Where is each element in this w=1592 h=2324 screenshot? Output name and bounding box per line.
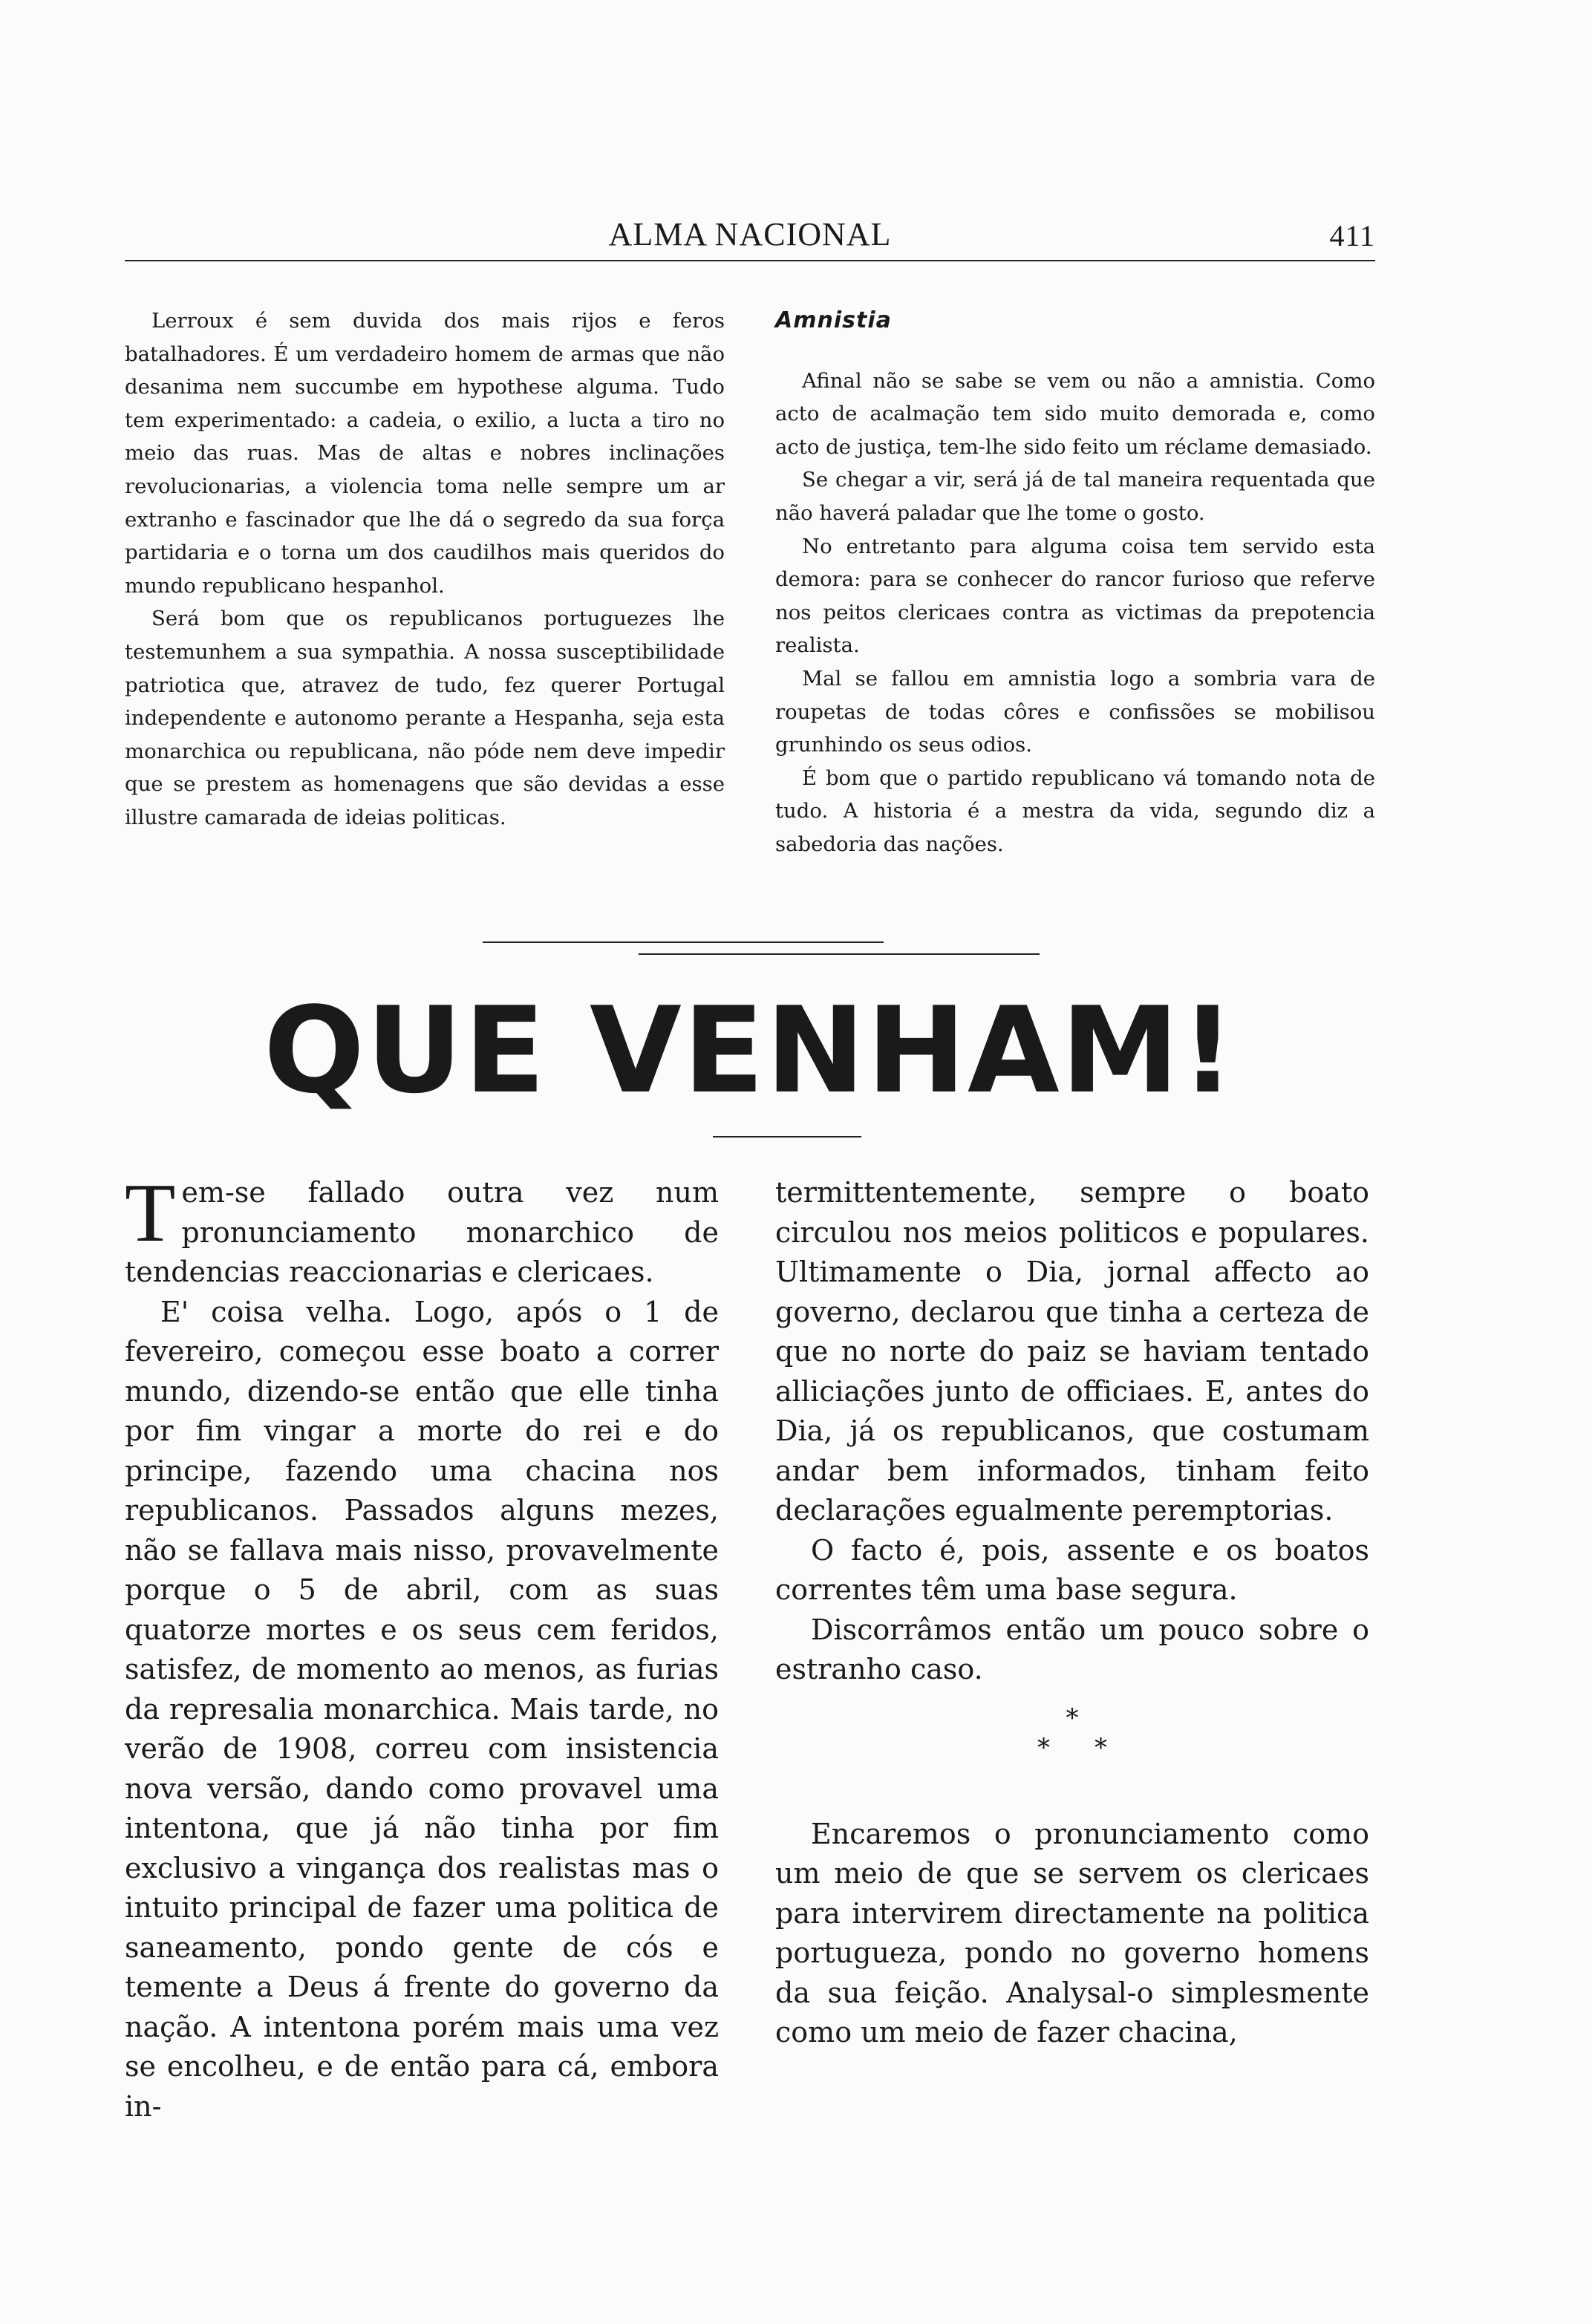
- paragraph: E' coisa velha. Logo, após o 1 de fevereiro, começou esse boato a correr mundo, dizendo-se então que elle tinha por fim vingar a morte do rei e do principe, fazendo uma chacina nos republicanos. Passados alguns mezes, não se fallava mais nisso, provavelmente porque o 5 de abril, com as suas quatorze mortes e os seus cem feridos, satisfez, de momento ao menos, as furias da represalia monarchica. Mais tarde, no verão de 1908, correu com insistencia nova versão, dando como provavel uma intentona, que já não tinha por fim exclusivo a vingança dos realistas mas o intuito principal de fazer uma politica de saneamento, pondo gente de cós e temente a Deus á frente do governo da nação. A intentona porém mais uma vez se encolheu, e de então para cá, embora in-: [125, 1295, 719, 2123]
- paragraph: Encaremos o pronunciamento como um meio de que se servem os clericaes para intervirem directamente na politica portugueza, pondo no governo homens da sua feição. Analysal-o simplesmente como um meio de fazer chacina,: [775, 1817, 1369, 2049]
- paragraph: termittentemente, sempre o boato circulou nos meios politicos e populares. Ultimamente o Dia, jornal affecto ao governo, declarou que tinha a certeza de que no norte do paiz se haviam tentado alliciações junto de officiaes. E, antes do Dia, já os republicanos, que costumam andar bem informados, tinham feito declarações egualmente peremptorias.: [775, 1176, 1369, 1527]
- article-column-left: [125, 1167, 719, 2126]
- running-title: ALMA NACIONAL: [608, 216, 892, 252]
- page-number: 411: [1329, 219, 1375, 252]
- section-heading: Amnistia: [775, 307, 892, 333]
- section-divider-upper: [483, 941, 884, 943]
- amnistia-column: [775, 304, 1375, 861]
- asterism-bottom: **: [1037, 1732, 1152, 1763]
- asterism: [775, 1703, 1369, 1763]
- asterism-top: *: [1066, 1703, 1079, 1733]
- article-column-right: [775, 1173, 1369, 2053]
- drop-cap: T: [125, 1167, 176, 1259]
- running-head: [125, 215, 1375, 261]
- paragraph: O facto é, pois, assente e os boatos correntes têm uma base segura.: [775, 1533, 1369, 1606]
- lerroux-column: [125, 304, 725, 835]
- paragraph: Se chegar a vir, será já de tal maneira requentada que não haverá paladar que lhe tome o gosto.: [775, 468, 1375, 525]
- paragraph: Afinal não se sabe se vem ou não a amnistia. Como acto de acalmação tem sido muito demorada e, como acto de justiça, tem-lhe sido feito um réclame demasiado.: [775, 368, 1375, 459]
- opening-paragraph: [125, 1167, 719, 1293]
- section-divider-lower: [639, 953, 1040, 955]
- opening-text: em-se fallado outra vez num pronunciamento monarchico de tendencias reaccionarias e clericaes.: [125, 1176, 719, 1288]
- paragraph: Lerroux é sem duvida dos mais rijos e feros batalhadores. É um verdadeiro homem de armas que não desanima nem succumbe em hypothese alguma. Tudo tem experimentado: a cadeia, o exilio, a lucta a tiro no meio das ruas. Mas de altas e nobres inclinações revolucionarias, a violencia toma nelle sempre um ar extranho e fascinador que lhe dá o segredo da sua força partidaria e o torna um dos caudilhos mais queridos do mundo republicano hespanhol.: [125, 309, 725, 598]
- paragraph: No entretanto para alguma coisa tem servido esta demora: para se conhecer do rancor furioso que referve nos peitos clericaes contra as victimas da prepotencia realista.: [775, 534, 1375, 658]
- article-headline: QUE VENHAM!: [264, 981, 1236, 1120]
- headline-underline: [713, 1136, 861, 1137]
- paragraph: Será bom que os republicanos portuguezes lhe testemunhem a sua sympathia. A nossa susceptibilidade patriotica que, atravez de tudo, fez querer Portugal independente e autonomo perante a Hespanha, seja esta monarchica ou republicana, não póde nem deve impedir que se prestem as homenagens que são devidas a esse illustre camarada de ideias politicas.: [125, 607, 725, 829]
- paragraph: Discorrâmos então um pouco sobre o estranho caso.: [775, 1613, 1369, 1685]
- paragraph: É bom que o partido republicano vá tomando nota de tudo. A historia é a mestra da vida, segundo diz a sabedoria das nações.: [775, 766, 1375, 856]
- paragraph: Mal se fallou em amnistia logo a sombria vara de roupetas de todas côres e confissões se mobilisou grunhindo os seus odios.: [775, 666, 1375, 757]
